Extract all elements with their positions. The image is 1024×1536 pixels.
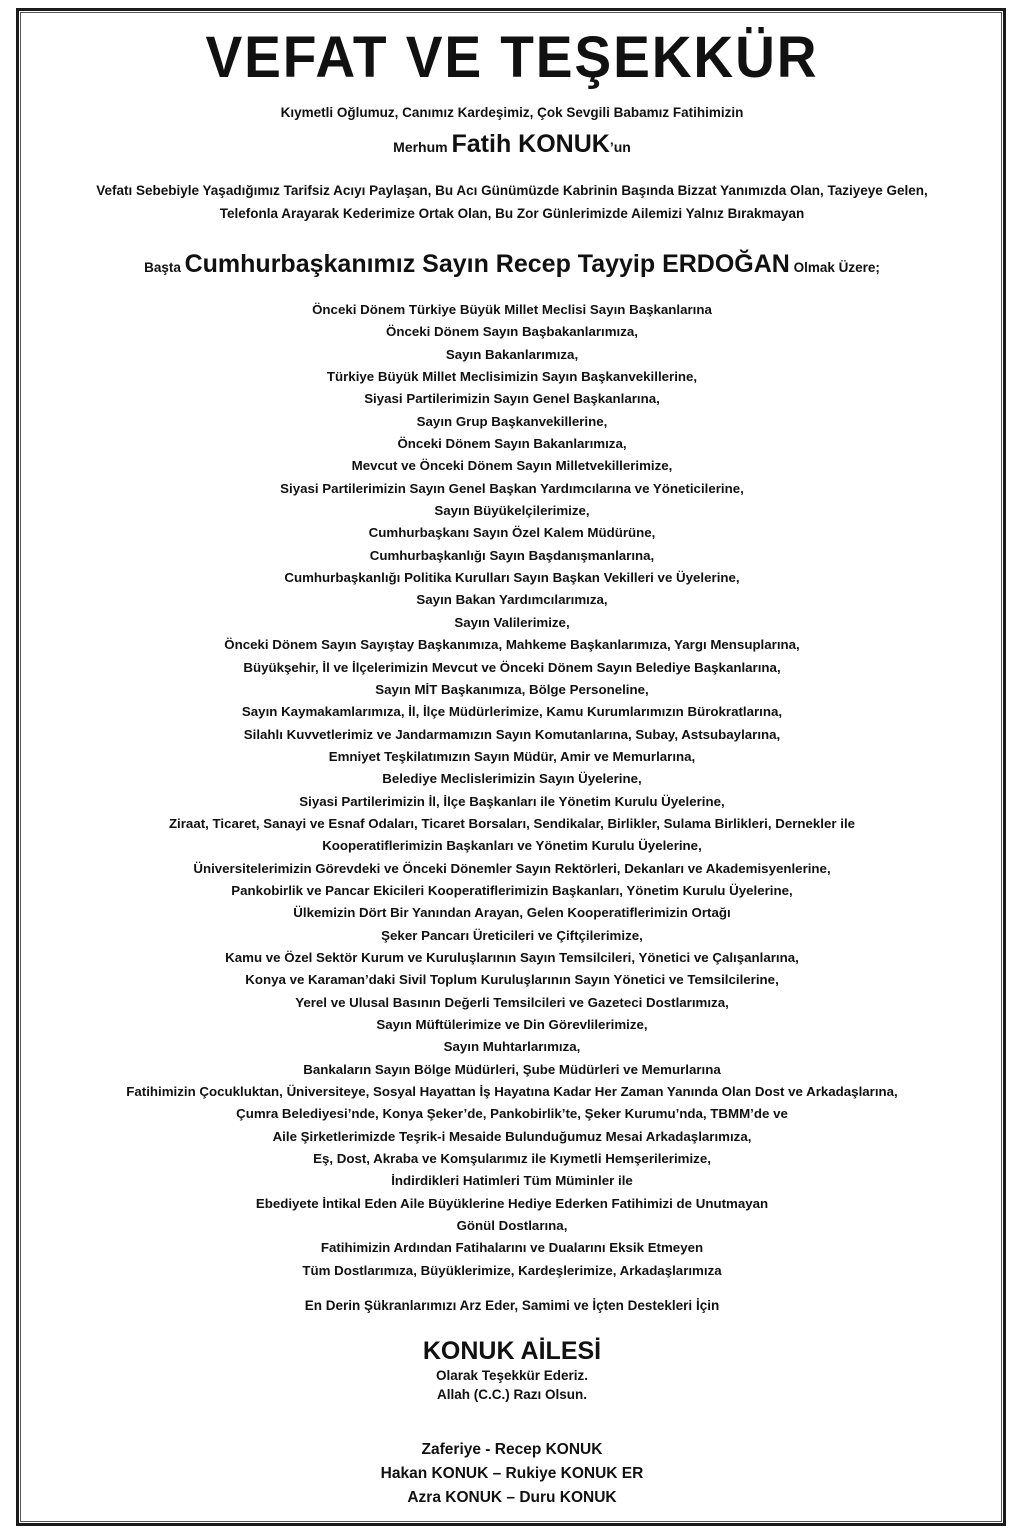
addressee-line: Sayın Muhtarlarımıza, <box>443 1039 581 1055</box>
addressee-line: Siyasi Partilerimizin Sayın Genel Başkanlarına, <box>364 391 660 407</box>
addressee-line: Önceki Dönem Türkiye Büyük Millet Meclisi Sayın Başkanlarına <box>312 302 712 317</box>
announcement <box>24 26 1000 1510</box>
addressee-line: Siyasi Partilerimizin İl, İlçe Başkanları ile Yönetim Kurulu Üyelerine, <box>299 793 725 809</box>
signer-line: Hakan KONUK – Rukiye KONUK ER <box>380 1465 644 1483</box>
addressee-line: Ziraat, Ticaret, Sanayi ve Esnaf Odaları, Ticaret Borsaları, Sendikalar, Birlikler, Sulama Birlikleri, Dernekler ile <box>168 815 856 831</box>
signers <box>24 1438 1000 1510</box>
addressee-line: Sayın Kaymakamlarımıza, İl, İlçe Müdürlerimize, Kamu Kurumlarımızın Bürokratlarına, <box>241 704 783 720</box>
addressee-line: Cumhurbaşkanı Sayın Özel Kalem Müdürüne, <box>368 525 656 541</box>
thanks-line: Olarak Teşekkür Ederiz. <box>435 1368 589 1384</box>
addressee-line: Sayın Bakanlarımıza, <box>445 346 579 362</box>
addressee-line: Yerel ve Ulusal Basının Değerli Temsilcileri ve Gazeteci Dostlarımıza, <box>295 994 729 1010</box>
paragraph-line: Vefatı Sebebiyle Yaşadığımız Tarifsiz Acıyı Paylaşan, Bu Acı Günümüzde Kabrinin Başında Bizzat Yanımızda Olan, Taziyeye Gelen, <box>96 183 928 198</box>
addressee-line: Belediye Meclislerimizin Sayın Üyelerine, <box>382 771 642 787</box>
addressee-line: Gönül Dostlarına, <box>456 1218 568 1234</box>
addressee-line: Kamu ve Özel Sektör Kurum ve Kuruluşlarının Sayın Temsilcileri, Yönetici ve Çalışanlarına, <box>225 949 799 965</box>
addressee-line: Ülkemizin Dört Bir Yanından Arayan, Gelen Kooperatiflerimizin Ortağı <box>293 905 731 921</box>
addressee-line: Cumhurbaşkanlığı Sayın Başdanışmanlarına, <box>369 547 655 563</box>
addressee-line: Sayın Grup Başkanvekillerine, <box>416 413 608 429</box>
addressee-line: Sayın Valilerimize, <box>454 614 570 630</box>
primary-suffix: Olmak Üzere; <box>789 260 880 275</box>
addressee-line: Pankobirlik ve Pancar Ekicileri Kooperatiflerimizin Başkanları, Yönetim Kurulu Üyelerine, <box>231 882 793 898</box>
deceased-prefix: Merhum <box>393 139 452 155</box>
primary-addressee <box>24 247 1000 285</box>
primary-prefix: Başta <box>144 260 185 275</box>
addressee-line: Kooperatiflerimizin Başkanları ve Yönetim Kurulu Üyelerine, <box>322 838 702 854</box>
addressee-line: Cumhurbaşkanlığı Politika Kurulları Sayın Başkan Vekilleri ve Üyelerine, <box>284 570 740 586</box>
addressee-line: Ebediyete İntikal Eden Aile Büyüklerine Hediye Ederken Fatihimizi de Unutmayan <box>255 1195 769 1211</box>
paragraph-line: Telefonla Arayarak Kederimize Ortak Olan, Bu Zor Günlerimizde Ailemizi Yalnız Bırakmayan <box>219 206 805 221</box>
addressee-line: Konya ve Karaman’daki Sivil Toplum Kuruluşlarının Sayın Yönetici ve Temsilcilerine, <box>245 972 779 988</box>
blessing-line: Allah (C.C.) Razı Olsun. <box>436 1387 587 1403</box>
addressee-line: Fatihimizin Çocukluktan, Üniversiteye, Sosyal Hayattan İş Hayatına Kadar Her Zaman Yanında Olan Dost ve Arkadaşlarına, <box>126 1084 898 1100</box>
primary-name: Cumhurbaşkanımız Sayın Recep Tayyip ERDOĞAN <box>184 250 790 278</box>
addressee-line: Sayın Müftülerimize ve Din Görevlilerimize, <box>376 1017 648 1032</box>
addressee-line: Şeker Pancarı Üreticileri ve Çiftçilerimize, <box>381 927 643 943</box>
addressee-line: Büyükşehir, İl ve İlçelerimizin Mevcut ve Önceki Dönem Sayın Belediye Başkanlarına, <box>243 659 781 675</box>
addressee-line: Tüm Dostlarımıza, Büyüklerimize, Kardeşlerimize, Arkadaşlarımıza <box>302 1262 722 1278</box>
signer-line: Azra KONUK – Duru KONUK <box>407 1489 617 1507</box>
family-name: KONUK AİLESİ <box>422 1337 602 1366</box>
addressee-line: Mevcut ve Önceki Dönem Sayın Milletvekillerimize, <box>351 458 673 474</box>
addressee-line: Emniyet Teşkilatımızın Sayın Müdür, Amir ve Memurlarına, <box>328 748 696 764</box>
addressee-line: Önceki Dönem Sayın Başbakanlarımıza, <box>385 324 638 340</box>
addressee-line: Fatihimizin Ardından Fatihalarını ve Dualarını Eksik Etmeyen <box>320 1240 704 1256</box>
addressee-line: Silahlı Kuvvetlerimiz ve Jandarmamızın Sayın Komutanlarına, Subay, Astsubaylarına, <box>243 726 781 742</box>
addressee-line: Önceki Dönem Sayın Bakanlarımıza, <box>397 436 627 452</box>
addressee-line: Sayın Büyükelçilerimize, <box>434 503 590 519</box>
addressee-line: Sayın Bakan Yardımcılarımıza, <box>416 592 608 608</box>
signer-line: Zaferiye - Recep KONUK <box>421 1441 603 1459</box>
addressee-line: Çumra Belediyesi’nde, Konya Şeker’de, Pankobirlik’te, Şeker Kurumu’nda, TBMM’de ve <box>236 1106 788 1122</box>
intro-line: Kıymetli Oğlumuz, Canımız Kardeşimiz, Çok Sevgili Babamız Fatihimizin <box>280 105 744 120</box>
addressee-line: Eş, Dost, Akraba ve Komşularımız ile Kıymetli Hemşerilerimize, <box>313 1151 711 1167</box>
announcement-title: VEFAT VE TEŞEKKÜR <box>205 25 819 90</box>
thanks-paragraph <box>24 179 1000 225</box>
deceased-name: Fatih KONUK <box>451 130 610 158</box>
deceased-suffix: ’un <box>609 139 631 155</box>
addressee-list <box>24 299 1000 1282</box>
addressee-line: Bankaların Sayın Bölge Müdürleri, Şube Müdürleri ve Memurlarına <box>303 1061 721 1077</box>
deceased-line <box>24 130 1000 161</box>
addressee-line: Sayın MİT Başkanımıza, Bölge Personeline, <box>375 681 649 697</box>
addressee-line: Aile Şirketlerimizde Teşrik-i Mesaide Bulunduğumuz Mesai Arkadaşlarımıza, <box>272 1128 752 1144</box>
addressee-line: Üniversitelerimizin Görevdeki ve Önceki Dönemler Sayın Rektörleri, Dekanları ve Akademisyenlerine, <box>193 860 831 876</box>
addressee-line: Önceki Dönem Sayın Sayıştay Başkanımıza, Mahkeme Başkanlarımıza, Yargı Mensuplarına, <box>224 637 800 653</box>
addressee-line: Türkiye Büyük Millet Meclisimizin Sayın Başkanvekillerine, <box>326 369 698 385</box>
addressee-line: Siyasi Partilerimizin Sayın Genel Başkan Yardımcılarına ve Yöneticilerine, <box>280 480 744 496</box>
closing-line: En Derin Şükranlarımızı Arz Eder, Samimi ve İçten Destekleri İçin <box>304 1298 720 1314</box>
addressee-line: İndirdikleri Hatimleri Tüm Müminler ile <box>391 1173 633 1189</box>
